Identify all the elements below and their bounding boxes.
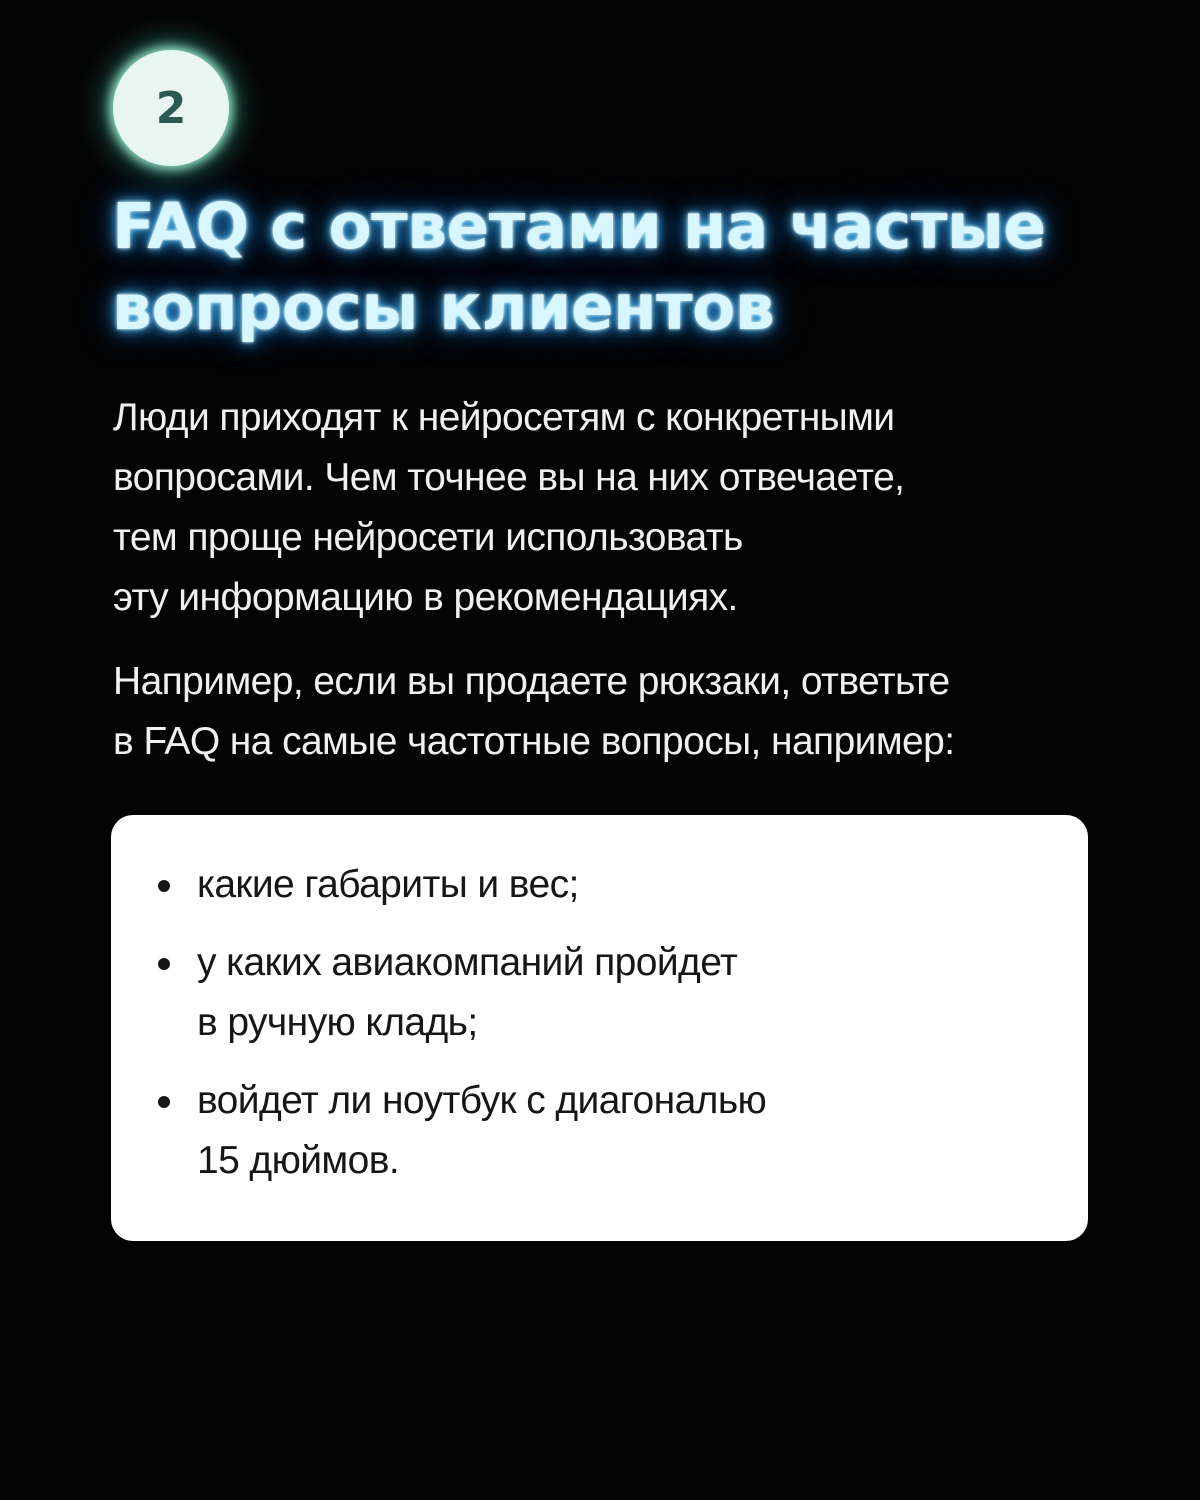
slide-title-line: вопросы клиентов — [112, 271, 775, 344]
intro-paragraph-line: тем проще нейросети использовать — [113, 516, 743, 559]
intro-paragraph — [113, 388, 1093, 628]
faq-examples-list — [158, 855, 1048, 1191]
bullet-dot-icon — [158, 1096, 170, 1108]
example-paragraph — [113, 652, 1093, 772]
example-paragraph-line: Например, если вы продаете рюкзаки, ответьте — [113, 660, 950, 703]
bullet-dot-icon — [158, 958, 170, 970]
slide-title-line: FAQ с ответами на частые — [112, 190, 1046, 263]
faq-example-item — [158, 1071, 1048, 1191]
faq-examples-card — [111, 815, 1088, 1241]
intro-paragraph-line: вопросами. Чем точнее вы на них отвечаете, — [113, 456, 905, 499]
faq-example-text: в ручную кладь; — [197, 1001, 478, 1044]
intro-paragraph-line: эту информацию в рекомендациях. — [113, 576, 738, 619]
faq-example-text: 15 дюймов. — [197, 1139, 400, 1182]
faq-example-text: войдет ли ноутбук с диагональю — [197, 1079, 767, 1122]
example-paragraph-line: в FAQ на самые частотные вопросы, например: — [113, 720, 955, 763]
faq-example-text: у каких авиакомпаний пройдет — [197, 941, 738, 984]
faq-example-text: какие габариты и вес; — [197, 863, 579, 906]
bullet-dot-icon — [158, 880, 170, 892]
step-number: 2 — [155, 82, 187, 134]
step-number-badge — [113, 50, 229, 166]
faq-example-item — [158, 855, 1048, 915]
intro-paragraph-line: Люди приходят к нейросетям с конкретными — [113, 396, 895, 439]
faq-example-item — [158, 933, 1048, 1053]
slide-title — [112, 186, 1112, 348]
